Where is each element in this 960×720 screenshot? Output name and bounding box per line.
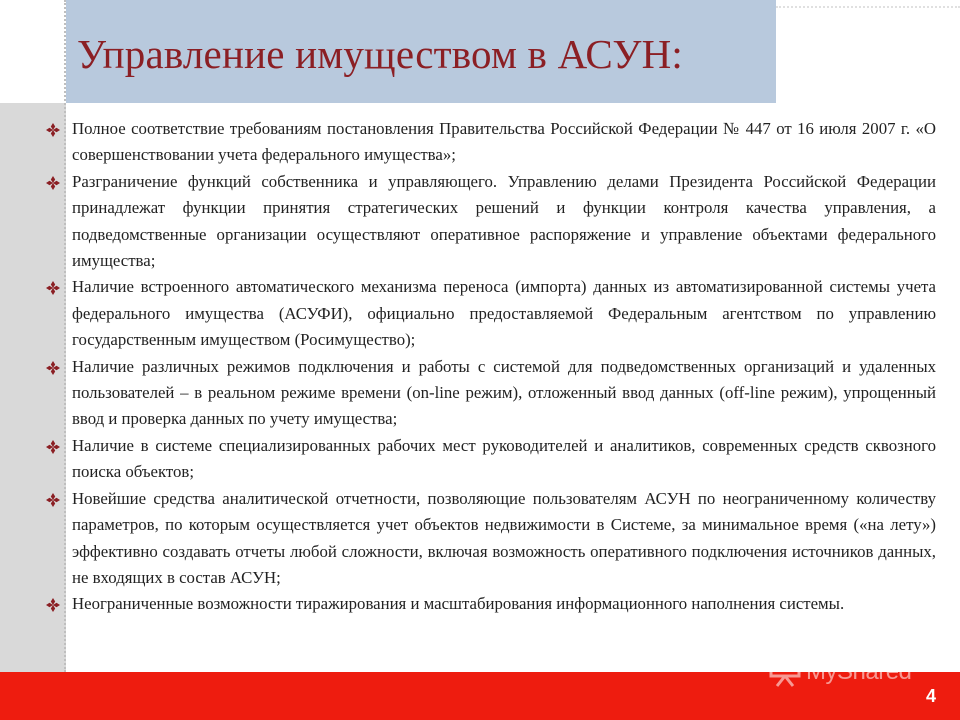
watermark-logo <box>768 652 938 692</box>
presentation-board-icon <box>768 652 802 688</box>
list-item-text: Неограниченные возможности тиражирования и масштабирования информационного наполнения системы. <box>72 594 845 614</box>
diamond-quad-bullet-icon <box>46 493 60 507</box>
list-item-text: Новейшие средства аналитической отчетности, позволяющие пользователям АСУН по неограниченному количеству параметров, по которым осуществляется учет объектов недвижимости в Системе, за минимальное время («на лету») эффективно создавать отчеты любой сложности, включая возможность оперативного подключения источников данных, не входящих в состав АСУН; <box>72 488 936 587</box>
bullet-list <box>46 116 936 618</box>
page-number: 4 <box>925 686 936 706</box>
diamond-quad-bullet-icon <box>46 176 60 190</box>
diamond-quad-bullet-icon <box>46 598 60 612</box>
list-item-text: Наличие различных режимов подключения и работы с системой для подведомственных организаций и удаленных пользователей – в реальном режиме времени (on-line режим), отложенный ввод данных (off-line режим), упрощенный ввод и проверка данных по учету имущества; <box>72 356 936 429</box>
slide-title: Управление имуществом в АСУН: <box>77 31 683 77</box>
list-item-text: Наличие в системе специализированных рабочих мест руководителей и аналитиков, современных средств сквозного поиска объектов; <box>72 435 936 482</box>
diamond-quad-bullet-icon <box>46 281 60 295</box>
diamond-quad-bullet-icon <box>46 361 60 375</box>
list-item-text: Полное соответствие требованиям постановления Правительства Российской Федерации № 447 от 16 июля 2007 г. «О совершенствовании учета федерального имущества»; <box>72 119 936 165</box>
watermark-text: MyShared <box>806 658 912 685</box>
diamond-quad-bullet-icon <box>46 123 60 137</box>
diamond-quad-bullet-icon <box>46 440 60 454</box>
list-item <box>46 116 936 169</box>
list-item-text: Разграничение функций собственника и управляющего. Управлению делами Президента Российской Федерации принадлежат функции принятия стратегических решений и функции контроля качества управления, а подведомственные организации осуществляют оперативное распоряжение и управление объектами федерального имущества; <box>72 171 936 271</box>
list-item <box>46 169 936 275</box>
top-dotted-divider <box>776 6 960 8</box>
list-item <box>46 274 936 353</box>
list-item <box>46 591 936 617</box>
list-item-text: Наличие встроенного автоматического механизма переноса (импорта) данных из автоматизированной системы учета федерального имущества (АСУФИ), официально предоставляемой Федеральным агентством по управлению государственным имуществом (Росимущество); <box>72 277 936 350</box>
list-item <box>46 433 936 486</box>
list-item <box>46 354 936 433</box>
list-item <box>46 486 936 592</box>
